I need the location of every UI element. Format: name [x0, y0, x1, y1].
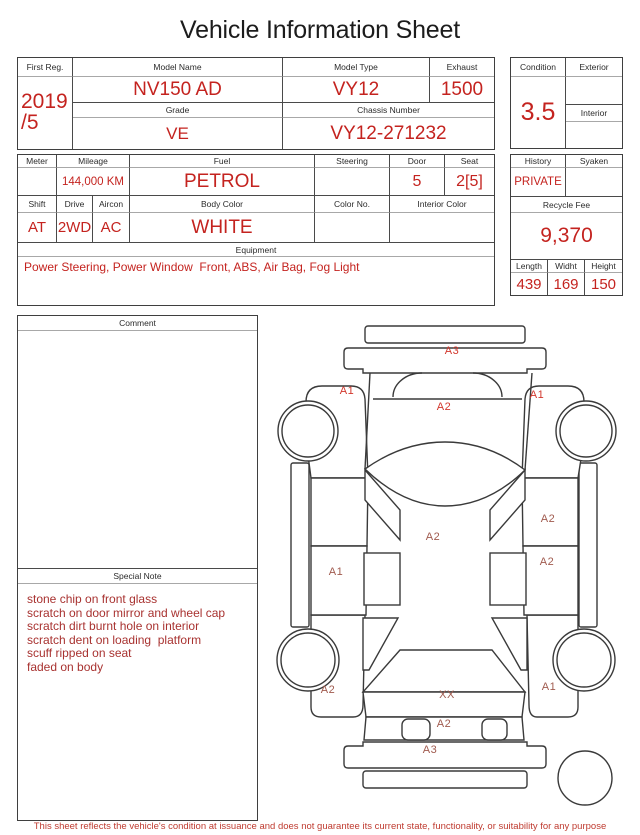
rear-window: [363, 650, 525, 692]
front-door-right: [522, 478, 578, 546]
damage-marker: A1: [339, 385, 355, 397]
condition-value: 3.5: [511, 77, 566, 148]
special-note-line: faded on body: [27, 659, 104, 674]
comment-box: [17, 315, 258, 821]
recycle-fee-label: Recycle Fee: [511, 197, 622, 213]
interior-color-value: [390, 213, 494, 243]
model-name-value: NV150 AD: [73, 77, 283, 103]
damage-marker: A3: [422, 744, 438, 756]
equipment-value: Power Steering, Power Window Front, ABS, Air Bag, Fog Light: [24, 260, 360, 274]
mileage-value: 144,000 KM: [57, 168, 130, 196]
damage-marker: A2: [320, 684, 336, 696]
drive-label: Drive: [57, 196, 93, 213]
width-label: Widht: [548, 260, 585, 273]
first-reg-label: First Reg.: [18, 58, 73, 77]
fuel-value: PETROL: [130, 168, 315, 196]
length-label: Length: [511, 260, 548, 273]
rear-bumper: [344, 742, 546, 768]
damage-marker: A2: [425, 531, 441, 543]
rocker-panel-right: [579, 463, 597, 627]
front-door-left: [311, 478, 368, 546]
front-wheel-left: [282, 405, 334, 457]
steering-label: Steering: [315, 155, 390, 168]
rocker-panel-left: [291, 463, 309, 627]
special-note-line: stone chip on front glass: [27, 592, 158, 606]
disclaimer-text: This sheet reflects the vehicle's condition at issuance and does not guarantee its current state, functionality, or suitability for any purpose: [33, 821, 607, 832]
history-box: [510, 154, 623, 296]
meter-value: [18, 168, 57, 196]
damage-marker: A2: [540, 513, 556, 525]
body-color-label: Body Color: [130, 196, 315, 213]
front-grille-bar: [365, 326, 525, 343]
tail-lamp-left: [402, 719, 430, 740]
damage-marker: XX: [439, 689, 455, 701]
special-note-line: scratch on door mirror and wheel cap: [27, 605, 226, 620]
car-damage-diagram: [265, 310, 640, 820]
seat-value: 2[5]: [445, 168, 494, 196]
special-note-line: scratch dent on loading platform: [27, 632, 202, 647]
syaken-label: Syaken: [566, 155, 622, 168]
wheel-housing-arc-left: [393, 373, 422, 397]
model-type-value: VY12: [283, 77, 430, 103]
equipment-label: Equipment: [18, 243, 494, 257]
first-reg-value: [18, 77, 73, 149]
exterior-label: Exterior: [566, 58, 622, 77]
height-value: 150: [590, 275, 617, 293]
tail-lamp-right: [482, 719, 507, 740]
wheel-housing-arc-right: [473, 373, 502, 397]
rear-lower-bar: [363, 771, 527, 788]
steering-value: [315, 168, 390, 196]
info-table: [17, 57, 495, 150]
aircon-value: AC: [93, 213, 130, 243]
spec-table: [17, 154, 495, 306]
body-color-value: WHITE: [130, 213, 315, 243]
side-window-right: [490, 553, 526, 605]
shift-label: Shift: [18, 196, 57, 213]
grade-value: VE: [73, 118, 283, 149]
drive-value: 2WD: [57, 213, 93, 243]
condition-box: [510, 57, 623, 149]
history-label: History: [511, 155, 566, 168]
rear-wheel-left: [281, 633, 335, 687]
mileage-label: Mileage: [57, 155, 130, 168]
exhaust-label: Exhaust: [430, 58, 494, 77]
damage-marker: A1: [328, 566, 344, 578]
recycle-fee-value: 9,370: [511, 213, 622, 260]
special-note-label: Special Note: [18, 568, 257, 584]
comment-body: [18, 331, 257, 568]
door-label: Door: [390, 155, 445, 168]
grade-label: Grade: [73, 103, 283, 118]
aircon-label: Aircon: [93, 196, 130, 213]
special-note-line: scratch dirt burnt hole on interior: [27, 619, 200, 633]
damage-marker: A2: [436, 401, 452, 413]
color-no-value: [315, 213, 390, 243]
interior-value: [566, 122, 622, 148]
sliding-door-left: [311, 546, 367, 615]
special-note-line: scuff ripped on seat: [27, 646, 132, 660]
model-type-label: Model Type: [283, 58, 430, 77]
length-value: 439: [511, 273, 548, 295]
fuel-label: Fuel: [130, 155, 315, 168]
exterior-value: [566, 77, 622, 105]
rear-wheel-right: [557, 633, 611, 687]
special-note-body: [18, 584, 257, 820]
first-reg-month: /5: [21, 111, 39, 134]
history-value: PRIVATE: [511, 168, 566, 197]
height-label: Height: [585, 260, 622, 273]
interior-label: Interior: [566, 105, 622, 122]
damage-marker: A2: [436, 718, 452, 730]
damage-marker: A1: [541, 681, 557, 693]
interior-color-label: Interior Color: [390, 196, 494, 213]
model-name-label: Model Name: [73, 58, 283, 77]
page-title: Vehicle Information Sheet: [180, 16, 460, 44]
seat-label: Seat: [445, 155, 494, 168]
color-no-label: Color No.: [315, 196, 390, 213]
spare-tire: [558, 751, 612, 805]
condition-label: Condition: [511, 58, 566, 77]
damage-marker: A3: [444, 345, 460, 357]
exhaust-value: 1500: [430, 77, 494, 103]
damage-marker: A2: [539, 556, 555, 568]
dimensions-grid: [511, 260, 622, 295]
syaken-value: [566, 168, 622, 197]
chassis-number-value: VY12-271232: [330, 122, 447, 144]
shift-value: AT: [18, 213, 57, 243]
front-wheel-right: [560, 405, 612, 457]
side-window-left: [364, 553, 400, 605]
first-reg-year: 2019: [21, 90, 68, 114]
meter-label: Meter: [18, 155, 57, 168]
damage-marker: A1: [529, 389, 545, 401]
door-value: 5: [390, 168, 445, 196]
comment-label: Comment: [18, 316, 257, 331]
chassis-number-label: Chassis Number: [283, 103, 494, 118]
width-value: 169: [548, 273, 585, 295]
